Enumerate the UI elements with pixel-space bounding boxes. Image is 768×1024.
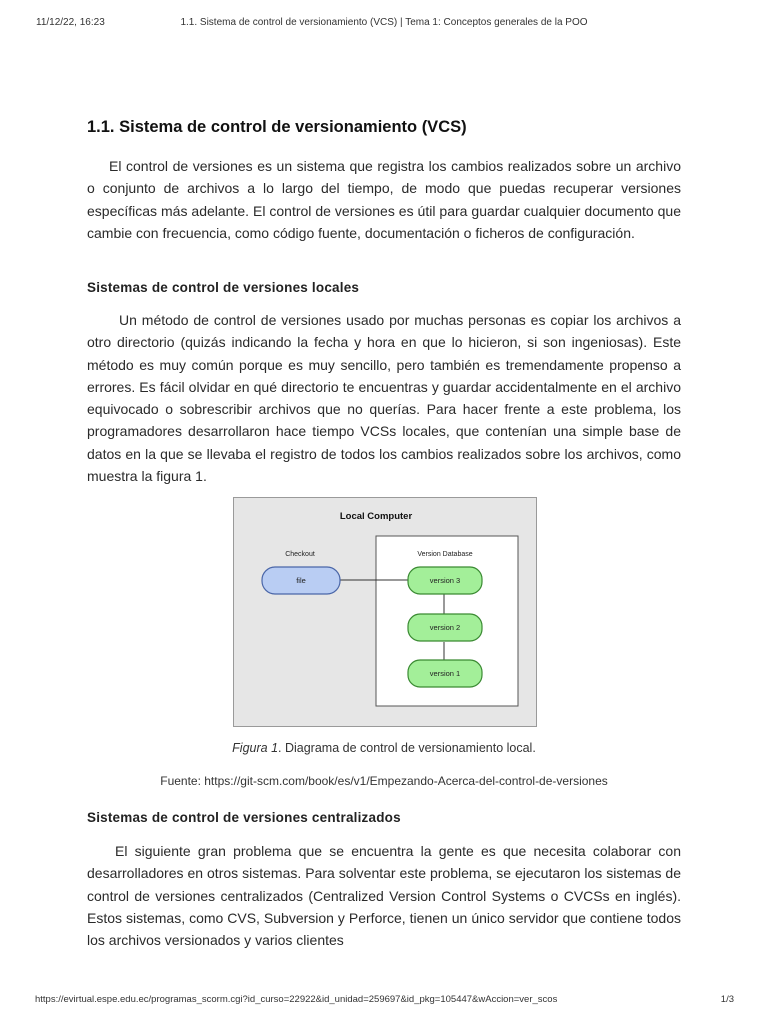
diagram-title: Local Computer <box>339 511 413 522</box>
figure-caption-text: . Diagrama de control de versionamiento local. <box>278 741 536 755</box>
local-vcs-heading: Sistemas de control de versiones locales <box>87 280 360 295</box>
footer-url: https://evirtual.espe.edu.ec/programas_scorm.cgi?id_curso=22922&id_unidad=259697&id_pkg=105447&wAccion=ver_scos <box>35 994 558 1005</box>
figure-caption-label: Figura 1 <box>232 741 279 755</box>
print-page-title: 1.1. Sistema de control de versionamiento (VCS) | Tema 1: Conceptos generales de la POO <box>180 17 588 28</box>
version-2-label: version 2 <box>429 623 461 632</box>
figure-source: Fuente: https://git-scm.com/book/es/v1/Empezando-Acerca-del-control-de-versiones <box>160 774 608 788</box>
version-database-label: Version Database <box>417 551 473 558</box>
print-date: 11/12/22, 16:23 <box>36 17 105 28</box>
local-vcs-diagram <box>233 497 537 727</box>
centralized-vcs-heading: Sistemas de control de versiones centralizados <box>87 810 401 825</box>
local-vcs-paragraph: Un método de control de versiones usado por muchas personas es copiar los archivos a otro directorio (quizás indicando la fecha y hora en que lo hicieron, si son ingeniosas). Este método es muy común porque es muy sencillo, pero también es tremendamente propenso a errores. Es fácil olvidar en qué directorio te encuentras y guardar accidentalmente en el archivo equivocado o sobrescribir archivos que no querías. Para hacer frente a este problema, los programadores desarrollaron hace tiempo VCSs locales, que contenían una simple base de datos en la que se llevaba el registro de todos los cambios realizados sobre los archivos, como muestra la figura 1. <box>87 312 681 485</box>
diagram-svg <box>234 498 536 726</box>
version-3-label: version 3 <box>429 576 461 585</box>
section-title: 1.1. Sistema de control de versionamiento (VCS) <box>87 118 467 136</box>
figure-caption <box>0 741 768 755</box>
file-node-label: file <box>296 576 306 585</box>
intro-paragraph: El control de versiones es un sistema que registra los cambios realizados sobre un archivo o conjunto de archivos a lo largo del tiempo, de modo que puedas recuperar versiones específicas más adelante. El control de versiones es útil para guardar cualquier documento que cambie con frecuencia, como código fuente, documentación o ficheros de configuración. <box>87 158 681 241</box>
page-number: 1/3 <box>720 994 734 1005</box>
version-1-label: version 1 <box>429 669 461 678</box>
centralized-vcs-paragraph: El siguiente gran problema que se encuentra la gente es que necesita colaborar con desarrolladores en otros sistemas. Para solventar este problema, se ejecutaron los sistemas de control de versiones centralizados (Centralized Version Control Systems o CVCSs en inglés). Estos sistemas, como CVS, Subversion y Perforce, tienen un único servidor que contiene todos los archivos versionados y varios clientes <box>87 843 681 949</box>
checkout-label: Checkout <box>285 551 315 558</box>
